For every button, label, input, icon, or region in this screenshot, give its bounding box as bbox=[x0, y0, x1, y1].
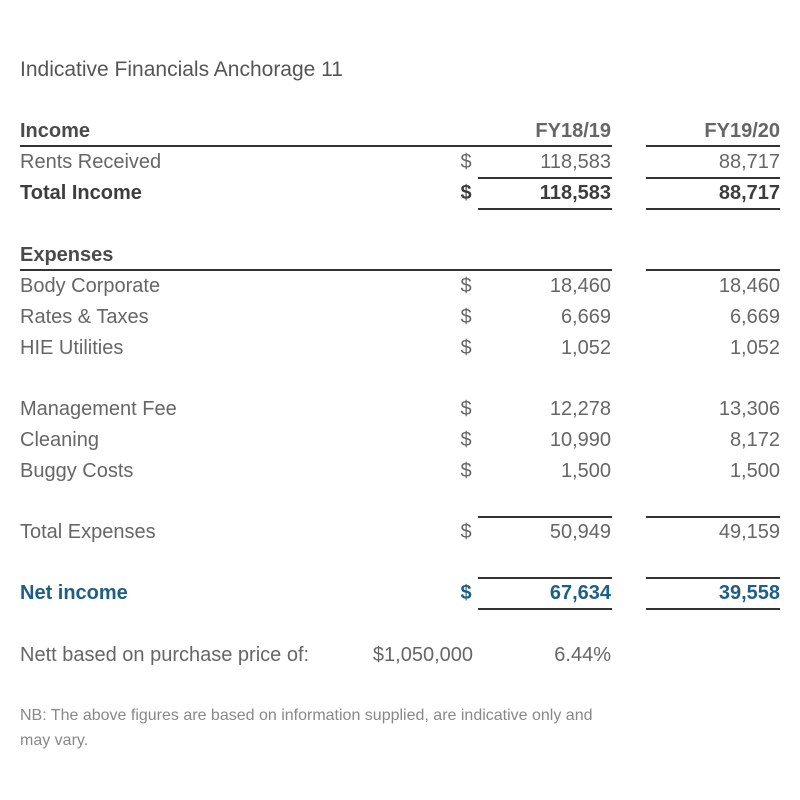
currency-symbol: $ bbox=[460, 275, 472, 297]
value-fy1: 18,460 bbox=[549, 275, 611, 297]
value-fy2: 1,500 bbox=[729, 460, 780, 482]
value-fy1: 6,669 bbox=[560, 306, 611, 328]
value-fy1: 10,990 bbox=[549, 429, 611, 451]
purchase-price: $1,050,000 bbox=[372, 644, 473, 666]
column-header-fy2: FY19/20 bbox=[704, 120, 780, 142]
total-income-label: Total Income bbox=[20, 182, 142, 204]
total-expenses-rule-fy1 bbox=[478, 516, 612, 518]
currency-symbol: $ bbox=[460, 398, 472, 420]
net-income-rule-fy2 bbox=[646, 577, 780, 579]
value-fy1: 1,052 bbox=[560, 337, 611, 359]
total-expenses-rule-fy2 bbox=[646, 516, 780, 518]
expenses-header-rule-fy2 bbox=[646, 269, 780, 271]
income-header-rule bbox=[20, 145, 612, 147]
income-header-rule-fy2 bbox=[646, 145, 780, 147]
value-fy1: 1,500 bbox=[560, 460, 611, 482]
value-fy2: 13,306 bbox=[718, 398, 780, 420]
total-expenses-fy1: 50,949 bbox=[549, 521, 611, 543]
total-expenses-fy2: 49,159 bbox=[718, 521, 780, 543]
row-label: Rents Received bbox=[20, 151, 162, 173]
net-income-bottom-rule-fy1 bbox=[478, 608, 612, 610]
total-income-rule-fy1 bbox=[478, 177, 612, 179]
total-income-rule-fy2 bbox=[646, 177, 780, 179]
currency-symbol: $ bbox=[460, 582, 472, 604]
row-label: Rates & Taxes bbox=[20, 306, 149, 328]
page-title: Indicative Financials Anchorage 11 bbox=[20, 58, 343, 81]
total-income-fy1: 118,583 bbox=[539, 182, 611, 204]
value-fy1: 118,583 bbox=[540, 151, 611, 173]
currency-symbol: $ bbox=[460, 521, 472, 543]
expenses-header-rule bbox=[20, 269, 612, 271]
net-income-label: Net income bbox=[20, 582, 128, 604]
currency-symbol: $ bbox=[460, 460, 472, 482]
expenses-header: Expenses bbox=[20, 244, 114, 266]
total-expenses-label: Total Expenses bbox=[20, 521, 156, 543]
currency-symbol: $ bbox=[460, 306, 472, 328]
footnote: NB: The above figures are based on information supplied, are indicative only and may vary. bbox=[20, 707, 593, 749]
row-label: Cleaning bbox=[20, 429, 99, 451]
net-income-fy1: 67,634 bbox=[549, 582, 611, 604]
purchase-label: Nett based on purchase price of: bbox=[20, 644, 310, 666]
net-income-fy2: 39,558 bbox=[718, 582, 780, 604]
net-income-rule-fy1 bbox=[478, 577, 612, 579]
total-income-fy2: 88,717 bbox=[718, 182, 780, 204]
total-income-bottom-rule-fy1 bbox=[478, 208, 612, 210]
row-label: HIE Utilities bbox=[20, 337, 124, 359]
value-fy1: 12,278 bbox=[549, 398, 611, 420]
currency-symbol: $ bbox=[460, 182, 472, 204]
currency-symbol: $ bbox=[460, 337, 472, 359]
column-header-fy1: FY18/19 bbox=[535, 120, 611, 142]
row-label: Management Fee bbox=[20, 398, 177, 420]
value-fy2: 1,052 bbox=[729, 337, 780, 359]
total-income-bottom-rule-fy2 bbox=[646, 208, 780, 210]
row-label: Buggy Costs bbox=[20, 460, 134, 482]
value-fy2: 6,669 bbox=[729, 306, 780, 328]
yield-percentage: 6.44% bbox=[554, 644, 611, 666]
net-income-bottom-rule-fy2 bbox=[646, 608, 780, 610]
income-header: Income bbox=[20, 120, 91, 142]
value-fy2: 8,172 bbox=[729, 429, 780, 451]
value-fy2: 88,717 bbox=[718, 151, 780, 173]
row-label: Body Corporate bbox=[20, 275, 161, 297]
currency-symbol: $ bbox=[460, 429, 472, 451]
currency-symbol: $ bbox=[460, 151, 472, 173]
value-fy2: 18,460 bbox=[718, 275, 780, 297]
